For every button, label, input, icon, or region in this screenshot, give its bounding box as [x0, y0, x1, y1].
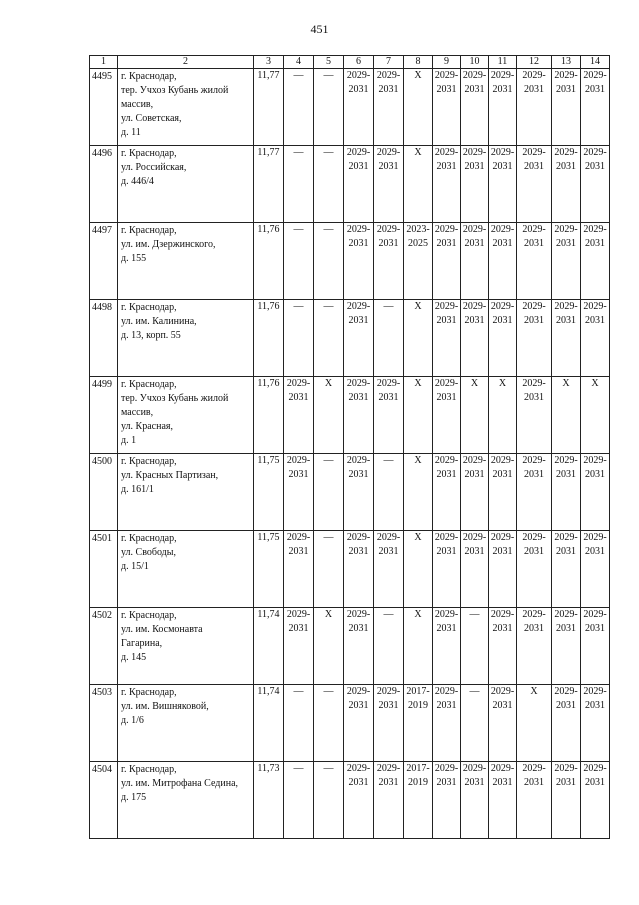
table-row [90, 377, 610, 454]
table-cell: — [314, 531, 344, 608]
table-cell: 2029- 2031 [489, 300, 517, 377]
column-header: 6 [344, 56, 374, 69]
table-cell: — [461, 685, 489, 762]
table-cell: — [284, 69, 314, 146]
table-cell: — [374, 608, 404, 685]
table-cell: 2029- 2031 [552, 762, 581, 839]
address-cell: г. Краснодар, ул. им. Дзержинского, д. 155 [118, 223, 254, 300]
table-row [90, 762, 610, 839]
table-cell: 2029- 2031 [374, 69, 404, 146]
column-header: 2 [118, 56, 254, 69]
table-cell: 2029- 2031 [461, 531, 489, 608]
table-cell: 2029- 2031 [552, 300, 581, 377]
table-cell: 11,74 [254, 608, 284, 685]
table-cell: — [314, 69, 344, 146]
table-cell: 11,77 [254, 146, 284, 223]
address-cell: г. Краснодар, ул. им. Митрофана Седина, д. 175 [118, 762, 254, 839]
table-cell: 2029- 2031 [552, 608, 581, 685]
row-number: 4504 [90, 762, 118, 839]
column-header: 7 [374, 56, 404, 69]
table-cell: — [284, 146, 314, 223]
table-cell: 2029- 2031 [581, 223, 610, 300]
table-cell: 2029- 2031 [517, 377, 552, 454]
table-cell: Х [404, 531, 433, 608]
address-cell: г. Краснодар, тер. Учхоз Кубань жилой массив, ул. Советская, д. 11 [118, 69, 254, 146]
row-number: 4495 [90, 69, 118, 146]
table-cell: 2029- 2031 [517, 531, 552, 608]
column-header: 9 [433, 56, 461, 69]
table-cell: Х [404, 146, 433, 223]
table-cell: Х [581, 377, 610, 454]
data-table [89, 55, 610, 839]
row-number: 4502 [90, 608, 118, 685]
table-row [90, 531, 610, 608]
table-cell: 2029- 2031 [581, 300, 610, 377]
table-cell: 2029- 2031 [581, 146, 610, 223]
column-header: 8 [404, 56, 433, 69]
table-cell: — [374, 300, 404, 377]
table-cell: 2029- 2031 [344, 608, 374, 685]
address-cell: г. Краснодар, ул. им. Вишняковой, д. 1/6 [118, 685, 254, 762]
table-cell: 2029- 2031 [489, 69, 517, 146]
header-row [90, 56, 610, 69]
table-cell: 2029- 2031 [461, 69, 489, 146]
table-cell: 2029- 2031 [344, 762, 374, 839]
column-header: 4 [284, 56, 314, 69]
table-cell: 2029- 2031 [374, 146, 404, 223]
table-cell: 11,75 [254, 454, 284, 531]
table-cell: 11,73 [254, 762, 284, 839]
table-cell: Х [404, 377, 433, 454]
table-cell: — [314, 454, 344, 531]
table-cell: 2029- 2031 [433, 608, 461, 685]
table-cell: 2029- 2031 [581, 685, 610, 762]
table-row [90, 685, 610, 762]
table-cell: — [284, 685, 314, 762]
table-cell: Х [314, 377, 344, 454]
table-cell: 2029- 2031 [461, 223, 489, 300]
table-cell: 2029- 2031 [517, 69, 552, 146]
table-cell: — [314, 762, 344, 839]
table-cell: 2029- 2031 [374, 377, 404, 454]
table-cell: Х [404, 454, 433, 531]
row-number: 4501 [90, 531, 118, 608]
table-cell: Х [404, 608, 433, 685]
table-cell: 2029- 2031 [581, 69, 610, 146]
column-header: 10 [461, 56, 489, 69]
table-cell: 2029- 2031 [374, 762, 404, 839]
table-cell: 2029- 2031 [461, 300, 489, 377]
table-cell: 2029- 2031 [433, 69, 461, 146]
table-cell: 2029- 2031 [284, 531, 314, 608]
table-cell: — [314, 685, 344, 762]
table-cell: — [284, 300, 314, 377]
table-cell: 2029- 2031 [284, 608, 314, 685]
column-header: 11 [489, 56, 517, 69]
address-cell: г. Краснодар, ул. Российская, д. 446/4 [118, 146, 254, 223]
table-row [90, 608, 610, 685]
table-cell: 2029- 2031 [374, 685, 404, 762]
table-cell: 2029- 2031 [374, 223, 404, 300]
table-cell: 2029- 2031 [517, 454, 552, 531]
address-cell: г. Краснодар, ул. им. Калинина, д. 13, корп. 55 [118, 300, 254, 377]
table-cell: 11,76 [254, 223, 284, 300]
table-cell: 2029- 2031 [489, 146, 517, 223]
table-cell: 2029- 2031 [552, 685, 581, 762]
table-cell: 2029- 2031 [517, 608, 552, 685]
table-cell: 2029- 2031 [552, 69, 581, 146]
table-cell: 11,75 [254, 531, 284, 608]
row-number: 4497 [90, 223, 118, 300]
table-cell: 2029- 2031 [344, 223, 374, 300]
row-number: 4500 [90, 454, 118, 531]
table-cell: 2029- 2031 [517, 146, 552, 223]
table-cell: — [374, 454, 404, 531]
table-cell: 11,74 [254, 685, 284, 762]
column-header: 14 [581, 56, 610, 69]
table-cell: 2029- 2031 [344, 146, 374, 223]
table-cell: 2029- 2031 [344, 685, 374, 762]
column-header: 12 [517, 56, 552, 69]
table-cell: 2029- 2031 [517, 762, 552, 839]
table-cell: 2029- 2031 [433, 146, 461, 223]
table-cell: Х [489, 377, 517, 454]
table-cell: — [314, 146, 344, 223]
table-cell: 2029- 2031 [489, 608, 517, 685]
table-cell: 2029- 2031 [433, 454, 461, 531]
table-cell: 2023- 2025 [404, 223, 433, 300]
table-cell: 11,76 [254, 300, 284, 377]
table-cell: 2029- 2031 [489, 762, 517, 839]
address-cell: г. Краснодар, тер. Учхоз Кубань жилой массив, ул. Красная, д. 1 [118, 377, 254, 454]
table-cell: Х [314, 608, 344, 685]
address-cell: г. Краснодар, ул. Свободы, д. 15/1 [118, 531, 254, 608]
table-row [90, 146, 610, 223]
table-cell: 2029- 2031 [344, 377, 374, 454]
table-cell: 2029- 2031 [284, 454, 314, 531]
table-row [90, 69, 610, 146]
row-number: 4499 [90, 377, 118, 454]
table-cell: — [314, 223, 344, 300]
table-cell: 2029- 2031 [433, 377, 461, 454]
table-cell: 2029- 2031 [433, 685, 461, 762]
table-cell: 2029- 2031 [461, 762, 489, 839]
table-cell: 2029- 2031 [344, 69, 374, 146]
column-header: 3 [254, 56, 284, 69]
table-cell: 2029- 2031 [433, 531, 461, 608]
table-cell: 11,76 [254, 377, 284, 454]
table-cell: 2029- 2031 [461, 146, 489, 223]
table-cell: 2029- 2031 [581, 454, 610, 531]
table-cell: 2029- 2031 [581, 608, 610, 685]
table-cell: 2029- 2031 [344, 531, 374, 608]
table-body [90, 69, 610, 839]
table-cell: 2029- 2031 [581, 531, 610, 608]
table-cell: 2029- 2031 [284, 377, 314, 454]
table-cell: 2029- 2031 [517, 300, 552, 377]
table-cell: 2029- 2031 [433, 300, 461, 377]
table-cell: 2029- 2031 [489, 454, 517, 531]
table-row [90, 300, 610, 377]
table-cell: Х [461, 377, 489, 454]
address-cell: г. Краснодар, ул. Красных Партизан, д. 161/1 [118, 454, 254, 531]
table-cell: Х [552, 377, 581, 454]
table-cell: 2017- 2019 [404, 685, 433, 762]
table-row [90, 223, 610, 300]
row-number: 4498 [90, 300, 118, 377]
table-cell: 2029- 2031 [552, 223, 581, 300]
table-cell: Х [404, 69, 433, 146]
table-cell: — [284, 762, 314, 839]
table-cell: Х [517, 685, 552, 762]
table-cell: 2029- 2031 [552, 146, 581, 223]
table-cell: 2029- 2031 [344, 454, 374, 531]
table-cell: 2029- 2031 [344, 300, 374, 377]
table-cell: — [284, 223, 314, 300]
table-cell: 2029- 2031 [461, 454, 489, 531]
row-number: 4496 [90, 146, 118, 223]
column-header: 13 [552, 56, 581, 69]
table-cell: — [314, 300, 344, 377]
column-header: 1 [90, 56, 118, 69]
table-cell: 2029- 2031 [552, 531, 581, 608]
table-row [90, 454, 610, 531]
row-number: 4503 [90, 685, 118, 762]
table-cell: 2029- 2031 [374, 531, 404, 608]
table-cell: 2029- 2031 [433, 223, 461, 300]
table-cell: 2029- 2031 [433, 762, 461, 839]
table-cell: 2029- 2031 [489, 531, 517, 608]
table-cell: 2029- 2031 [489, 685, 517, 762]
column-header: 5 [314, 56, 344, 69]
table-cell: 2017- 2019 [404, 762, 433, 839]
table-cell: 2029- 2031 [517, 223, 552, 300]
table-cell: Х [404, 300, 433, 377]
table-cell: 2029- 2031 [581, 762, 610, 839]
table-cell: 2029- 2031 [552, 454, 581, 531]
address-cell: г. Краснодар, ул. им. Космонавта Гагарина, д. 145 [118, 608, 254, 685]
table-cell: — [461, 608, 489, 685]
table-cell: 2029- 2031 [489, 223, 517, 300]
page-number: 451 [310, 22, 329, 36]
table-cell: 11,77 [254, 69, 284, 146]
